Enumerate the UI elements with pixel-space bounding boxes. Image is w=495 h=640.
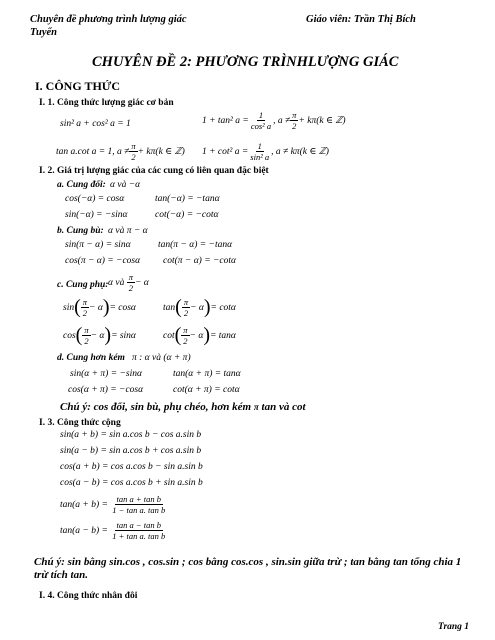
formula: cot ( $\frac{\pi}{2}$ − α ) = tanα xyxy=(163,324,236,346)
subsection-heading: I. 3. Công thức cộng xyxy=(39,418,121,428)
subsection-heading: I. 1. Công thức lượng giác cơ bản xyxy=(39,98,174,108)
formula: tan(a + b) = $\frac{\text{tan a + tan b}}{\text{1 − tan a. tan b}}$ xyxy=(60,494,166,515)
formula: cot(−α) = −cotα xyxy=(155,210,219,220)
formula: cot(π − α) = −cotα xyxy=(163,256,237,266)
formula: π : α và (α + π) xyxy=(132,353,191,363)
formula: tan(−α) = −tanα xyxy=(155,194,220,204)
formula: sin(α + π) = −sinα xyxy=(70,369,142,379)
formula: tan(π − α) = −tanα xyxy=(158,240,233,250)
note: Chú ý: cos đối, sin bù, phụ chéo, hơn kém π tan và cot xyxy=(60,401,306,413)
formula: α và $\frac{\pi}{2}$ − α xyxy=(108,272,149,293)
formula: tan a.cot a = 1, a ≠ $\frac{\pi}{2}$ + kπ(k ∈ ℤ) xyxy=(56,141,185,162)
formula: cos(π − α) = −cosα xyxy=(65,256,141,266)
header-right: Giáo viên: Trần Thị Bích xyxy=(306,14,416,25)
formula: cos(−α) = cosα xyxy=(65,194,125,204)
formula: cot(α + π) = cotα xyxy=(173,385,240,395)
page-number: Trang 1 xyxy=(438,622,470,632)
header-left-line1: Chuyên đề phương trình lượng giác xyxy=(30,14,187,25)
formula: 1 + cot² a = $\frac{1}{\text{sin² a}}$ , a ≠ kπ(k ∈ ℤ) xyxy=(202,141,329,162)
subsection-heading: I. 4. Công thức nhân đôi xyxy=(39,591,138,601)
formula: 1 + tan² a = $\frac{1}{\text{cos² a}}$ , a ≠ $\frac{\pi}{2}$ + kπ(k ∈ ℤ) xyxy=(202,110,346,131)
formula: cos(a + b) = cos a.cos b − sin a.sin b xyxy=(60,462,203,472)
formula: sin(π − α) = sinα xyxy=(65,240,131,250)
item-label: c. Cung phụ: xyxy=(57,280,109,290)
formula: tan(a − b) = $\frac{\text{tan a − tan b}}{\text{1 + tan a. tan b}}$ xyxy=(60,520,166,541)
formula: sin(a + b) = sin a.cos b − cos a.sin b xyxy=(60,430,202,440)
formula: cos(α + π) = −cosα xyxy=(68,385,144,395)
formula: α và π − α xyxy=(108,226,148,236)
formula: sin(−α) = −sinα xyxy=(65,210,128,220)
header-left-line2: Tuyển xyxy=(30,27,58,38)
item-label: a. Cung đối: xyxy=(57,180,106,190)
formula: cos ( $\frac{\pi}{2}$ − α ) = sinα xyxy=(63,324,136,346)
formula: sin² a + cos² a = 1 xyxy=(60,119,131,129)
section-heading: I. CÔNG THỨC xyxy=(35,79,121,93)
subsection-heading: I. 2. Giá trị lượng giác của các cung có liên quan đặc biệt xyxy=(39,166,269,176)
formula: α và −α xyxy=(110,180,141,190)
item-label: b. Cung bù: xyxy=(57,226,104,236)
formula: sin ( $\frac{\pi}{2}$ − α ) = cosα xyxy=(63,296,136,318)
item-label: d. Cung hơn kém xyxy=(57,353,125,363)
page-title: CHUYÊN ĐỀ 2: PHƯƠNG TRÌNHLƯỢNG GIÁC xyxy=(92,54,399,70)
formula: cos(a − b) = cos a.cos b + sin a.sin b xyxy=(60,478,203,488)
formula: tan(α + π) = tanα xyxy=(173,369,241,379)
note: Chú ý: sin bằng sin.cos , cos.sin ; cos bằng cos.cos , sin.sin giữa trừ ; tan bằng tan tổng chia 1 trừ tích tan. xyxy=(34,556,462,581)
formula: tan ( $\frac{\pi}{2}$ − α ) = cotα xyxy=(163,296,236,318)
formula: sin(a − b) = sin a.cos b + cos a.sin b xyxy=(60,446,202,456)
